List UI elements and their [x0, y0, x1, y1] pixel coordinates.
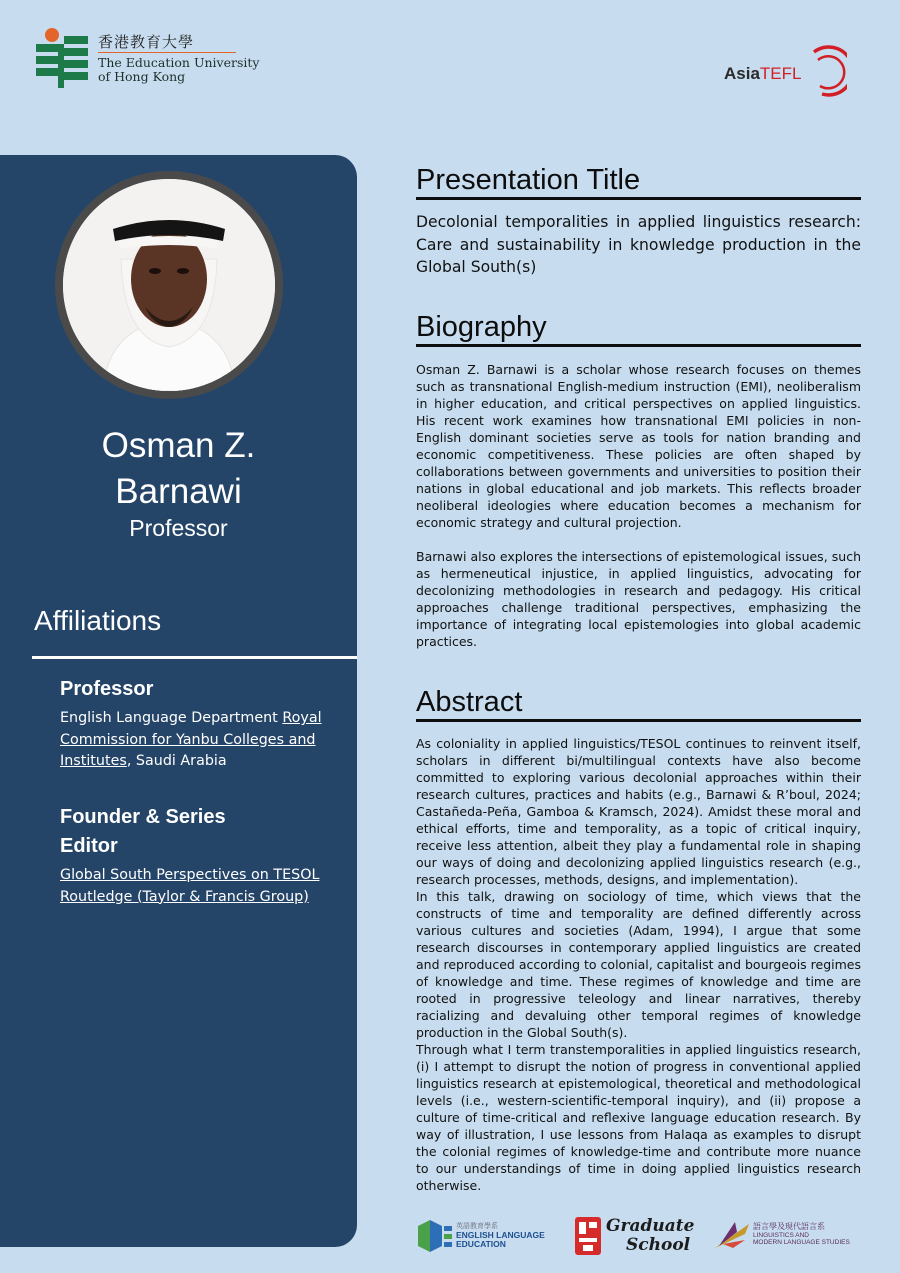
- speaker-name: [0, 423, 357, 515]
- affiliation-item: [60, 675, 350, 773]
- abstract-heading: Abstract: [416, 686, 523, 718]
- asiatefl-tefl-text: TEFL: [759, 64, 802, 83]
- graduate-line-1: Graduate: [606, 1216, 695, 1236]
- lml-chinese: 語言學及現代語言系: [753, 1222, 825, 1232]
- english-language-education-logo: [418, 1220, 545, 1252]
- asiatefl-asia-text: Asia: [724, 64, 760, 83]
- asiatefl-logo: [722, 44, 847, 100]
- footer-logos: [418, 1216, 858, 1258]
- ele-emblem-icon: [418, 1220, 452, 1252]
- graduate-line-2: School: [626, 1235, 691, 1255]
- affiliation-suffix: , Saudi Arabia: [126, 753, 227, 769]
- speaker-role: Professor: [129, 515, 228, 541]
- affiliation-body: [60, 708, 350, 773]
- ele-line-1: ENGLISH LANGUAGE: [456, 1229, 545, 1240]
- presentation-title-text: Decolonial temporalities in applied linguistics research: Care and sustainability in knowledge production in the Global South(s): [416, 213, 861, 276]
- profile-sidebar: [0, 155, 357, 1247]
- graduate-school-seal-icon: [574, 1216, 602, 1256]
- affiliations-divider: [32, 656, 357, 659]
- ele-line-2: EDUCATION: [456, 1238, 506, 1249]
- ele-chinese: 英語教育學系: [456, 1222, 498, 1231]
- affiliations-heading: Affiliations: [34, 605, 162, 636]
- affiliation-item: [60, 803, 350, 908]
- eduhk-emblem-icon: [36, 28, 90, 90]
- speaker-name-line-1: Osman Z.: [101, 426, 256, 465]
- affiliation-heading: Professor: [60, 678, 154, 700]
- affiliation-body: [60, 865, 350, 908]
- affiliation-heading: Founder & Series Editor: [60, 806, 226, 857]
- presentation-section: [416, 164, 861, 279]
- abstract-paragraph: In this talk, drawing on sociology of time, which views that the constructs of time and temporality are defined differently across various cultures and societies (Adam, 1994), I argue that some research discourses in contemporary applied linguistics are created and reproduced according to colonial, capitalist and bourgeois regimes of knowledge and time. These regimes of knowledge and time are rooted in progressive teleology and linear narratives, thereby racializing and devaluing other temporal regimes of knowledge production in the Global South(s).: [416, 889, 861, 1040]
- eduhk-divider: [98, 52, 236, 53]
- biography-paragraph: Barnawi also explores the intersections of epistemological issues, such as hermeneutical injustice, in applied linguistics, advocating for decolonizing methodologies in research and pedagogy. His critical approaches challenge traditional perspectives, emphasizing the importance of integrating local epistemologies into global academic practices.: [416, 549, 861, 649]
- eduhk-logo: [36, 28, 259, 90]
- lml-line-1: LINGUISTICS AND: [753, 1232, 809, 1240]
- biography-divider: [416, 344, 861, 347]
- lml-emblem-icon: [715, 1220, 749, 1250]
- eduhk-english-name-1: The Education University: [98, 55, 260, 71]
- affiliation-prefix: English Language Department: [60, 710, 283, 726]
- biography-paragraph: Osman Z. Barnawi is a scholar whose research focuses on themes such as transnational English-medium instruction (EMI), neoliberalism in higher education, and critical perspectives on applied linguistics. His recent work examines how transnational EMI policies in non-English dominant societies serve as tools for nation branding and economic competitiveness. These policies are often shaped by collaborations between governments and universities to position their nations in global educational and job markets. This reflects broader neoliberal ideologies where education becomes a mechanism for economic strategy and cultural projection.: [416, 362, 861, 530]
- abstract-paragraph: Through what I term transtemporalities in applied linguistics research, (i) I attempt to disrupt the notion of progress in conventional applied linguistics research at epistemological, theoretical and methodological levels (i.e., western-scientific-temporal inquiry), and (ii) propose a culture of time-critical and reflexive language education research. By way of illustration, I use lessons from Halaqa as examples to disrupt the colonial regimes of knowledge-time and contribute more nuance to our understandings of time in doing applied linguistics research otherwise.: [416, 1042, 861, 1193]
- presentation-divider: [416, 197, 861, 200]
- profile-photo: [63, 179, 275, 391]
- abstract-section: [416, 686, 861, 1194]
- graduate-school-logo: [574, 1216, 694, 1256]
- lml-line-2: MODERN LANGUAGE STUDIES: [753, 1239, 850, 1247]
- linguistics-department-logo: [715, 1220, 850, 1250]
- eduhk-english-name-2: of Hong Kong: [98, 69, 186, 85]
- speaker-name-line-2: Barnawi: [115, 472, 242, 511]
- affiliation-link-series[interactable]: Global South Perspectives on TESOL Routledge (Taylor & Francis Group): [60, 867, 320, 905]
- abstract-divider: [416, 719, 861, 722]
- profile-photo-frame: [55, 171, 283, 399]
- presentation-heading: Presentation Title: [416, 164, 641, 196]
- eduhk-chinese-name: 香港教育大學: [98, 32, 195, 51]
- affiliation-link-royal-commission[interactable]: Royal Commission for Yanbu Colleges and Institutes: [60, 710, 322, 769]
- abstract-paragraph: As coloniality in applied linguistics/TESOL continues to reinvent itself, scholars in different bi/multilingual contexts have also become committed to exploring various decolonial approaches within their research cultures, practices and habits (e.g., Barnawi & R’boul, 2024; Castañeda-Peña, Gamboa & Kramsch, 2024). Amidst these moral and ethical efforts, time and temporality, as a topic of critical inquiry, receive less attention, albeit they play a fundamental role in shaping our ways of doing and decolonizing applied linguistics research (e.g., research processes, methods, designs, and implementation).: [416, 736, 861, 887]
- biography-heading: Biography: [416, 311, 547, 343]
- biography-section: [416, 311, 861, 650]
